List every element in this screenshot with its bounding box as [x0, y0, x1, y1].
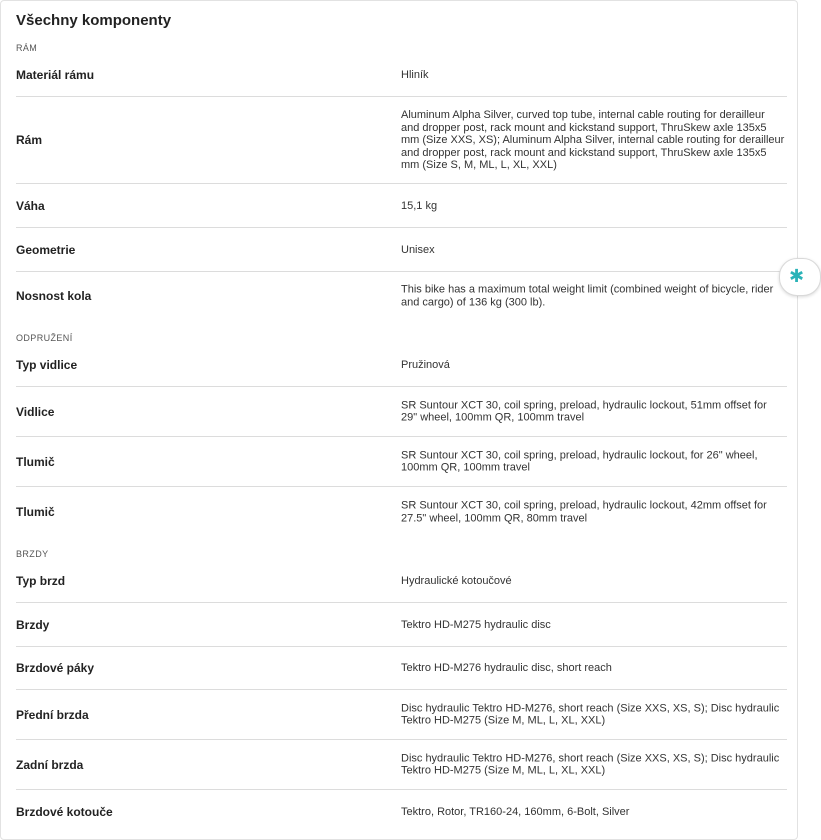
spec-label: Tlumič [16, 454, 55, 469]
spec-value: Hydraulické kotoučové [401, 574, 512, 587]
spec-label: Brzdové páky [16, 661, 95, 675]
spec-value: This bike has a maximum total weight limit (combined weight of bicycle, rider and cargo) of 136 kg (300 lb). [401, 283, 774, 308]
spec-row [16, 487, 787, 537]
asterisk-icon: ✱ [789, 266, 805, 286]
spec-row [16, 228, 787, 272]
spec-row [16, 603, 787, 647]
spec-label: Typ vidlice [16, 357, 78, 372]
spec-row [16, 53, 787, 97]
section-heading-frame: RÁM [16, 43, 38, 53]
spec-label: Rám [16, 133, 43, 147]
spec-value: SR Suntour XCT 30, coil spring, preload, hydraulic lockout, 51mm offset for 29" wheel, 100mm QR, 100mm travel [401, 399, 767, 424]
spec-value: Disc hydraulic Tektro HD-M276, short reach (Size XXS, XS, S); Disc hydraulic Tektro HD-M275 (Size M, ML, L, XL, XXL) [401, 702, 780, 727]
spec-value: Hliník [401, 68, 429, 81]
spec-row [16, 97, 787, 184]
spec-row [16, 559, 787, 603]
spec-value: SR Suntour XCT 30, coil spring, preload, hydraulic lockout, for 26" wheel, 100mm QR, 100mm travel [401, 449, 758, 474]
spec-row [16, 184, 787, 228]
page-title: Všechny komponenty [16, 12, 172, 29]
spec-label: Brzdy [16, 617, 50, 632]
spec-value: Tektro, Rotor, TR160-24, 160mm, 6-Bolt, Silver [401, 805, 630, 818]
spec-row [16, 690, 787, 740]
spec-value: SR Suntour XCT 30, coil spring, preload, hydraulic lockout, 42mm offset for 27.5" wheel, 100mm QR, 80mm travel [401, 499, 767, 524]
spec-row [16, 647, 787, 690]
spec-label: Typ brzd [16, 573, 66, 588]
spec-value: Unisex [401, 243, 435, 256]
spec-label: Brzdové kotouče [16, 804, 113, 819]
spec-label: Váha [16, 198, 45, 213]
spec-value: Disc hydraulic Tektro HD-M276, short reach (Size XXS, XS, S); Disc hydraulic Tektro HD-M275 (Size M, ML, L, XL, XXL) [401, 752, 780, 777]
spec-row [16, 272, 787, 320]
spec-value: 15,1 kg [401, 199, 438, 212]
spec-label: Geometrie [16, 242, 76, 257]
spec-label: Nosnost kola [16, 289, 92, 303]
spec-row [16, 740, 787, 790]
section-heading-brakes: BRZDY [16, 549, 49, 559]
spec-value: Aluminum Alpha Silver, curved top tube, internal cable routing for derailleur and dropper post, rack mount and kickstand support, ThruSkew axle 135x5 mm (Size XXS, XS); Aluminum Alpha Silver, internal cable routing for derailleur and dropper post, rack mount and kickstand support, ThruSkew axle 135x5 mm (Size S, M, ML, L, XL, XXL) [401, 108, 785, 171]
section-heading-suspension: ODPRUŽENÍ [16, 333, 73, 343]
spec-label: Vidlice [16, 404, 55, 419]
spec-label: Materiál rámu [16, 67, 95, 82]
spec-row [16, 343, 787, 387]
floating-feedback-button[interactable] [779, 258, 821, 296]
spec-value: Tektro HD-M276 hydraulic disc, short reach [401, 661, 612, 674]
spec-value: Pružinová [401, 358, 450, 371]
spec-value: Tektro HD-M275 hydraulic disc [401, 618, 551, 631]
spec-label: Přední brzda [16, 707, 89, 722]
spec-label: Tlumič [16, 505, 55, 519]
spec-row [16, 437, 787, 487]
spec-label: Zadní brzda [16, 757, 84, 772]
spec-row [16, 790, 787, 833]
spec-row [16, 387, 787, 437]
